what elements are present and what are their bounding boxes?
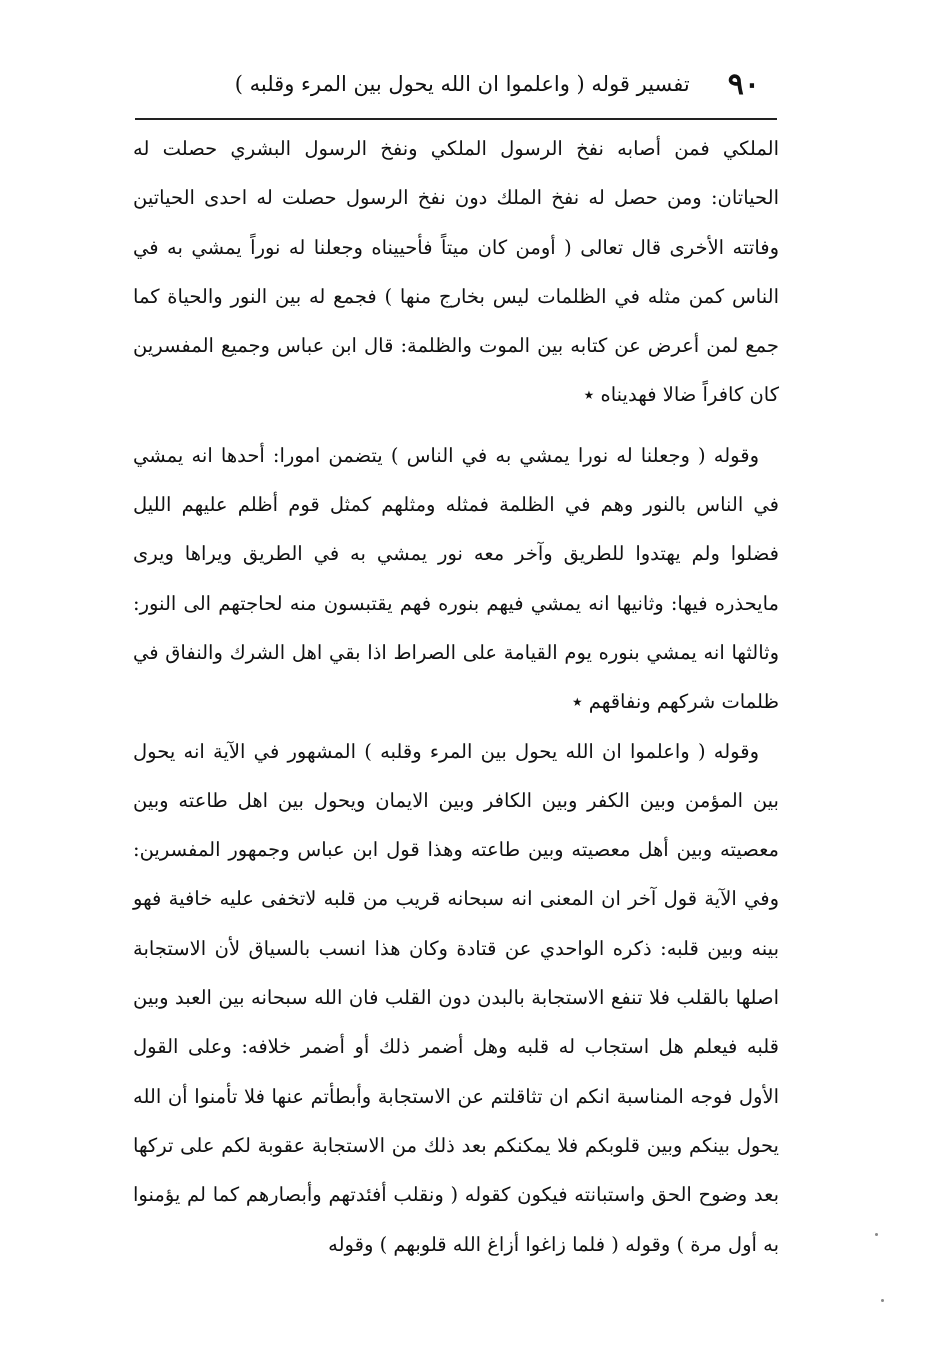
paragraph-1: الملكي فمن أصابه نفخ الرسول الملكي ونفخ الرسول البشري حصلت له الحياتان: ومن حصل له نفخ الملك دون نفخ الرسول حصلت له احدى الحياتين وفاتته الأخرى قال تعالى ( أومن كان ميتاً فأحييناه وجعلنا له نوراً يمشي به في الناس كمن مثله في الظلمات ليس بخارج منها ) فجمع له بين النور والحياة كما جمع لمن أعرض عن كتابه بين الموت والظلمة: قال ابن عباس وجميع المفسرين كان كافراً ضالا فهديناه ٭ xyxy=(133,137,779,407)
paragraph-3: وقوله ( واعلموا ان الله يحول بين المرء وقلبه ) المشهور في الآية انه يحول بين المؤمن وبين الكفر وبين الكافر وبين الايمان ويحول بين اهل طاعته وبين معصيته وبين أهل معصيته وبين طاعته وهذا قول ابن عباس وجمهور المفسرين: وفي الآية قول آخر ان المعنى انه سبحانه قريب من قلبه لاتخفى عليه خافية فهو بينه وبين قلبه: ذكره الواحدي عن قتادة وكان هذا انسب بالسياق لأن الاستجابة اصلها بالقلب فلا تنفع الاستجابة بالبدن دون القلب فان الله سبحانه بين العبد وبين قلبه فيعلم هل استجاب له قلبه وهل أضمر ذلك أو أضمر خلافه: وعلى القول الأول فوجه المناسبة انكم ان تثاقلتم عن الاستجابة وأبطأتم عنها فلا تأمنوا أن الله يحول بينكم وبين قلوبكم فلا يمكنكم بعد ذلك من الاستجابة عقوبة لكم على تركها بعد وضوح الحق واستبانته فيكون كقوله ( ونقلب أفئدتهم وأبصارهم كما لم يؤمنوا به أول مرة ) وقوله ( فلما زاغوا أزاغ الله قلوبهم ) وقوله xyxy=(133,739,779,1256)
paragraph-gap xyxy=(133,420,779,431)
scan-speck xyxy=(875,1233,878,1236)
paragraph-2: وقوله ( وجعلنا له نورا يمشي به في الناس ) يتضمن امورا: أحدها انه يمشي في الناس بالنور وهم في الظلمة فمثله ومثلهم كمثل قوم أظلم عليهم الليل فضلوا ولم يهتدوا للطريق وآخر معه نور يمشي به في الطريق ويراها ويرى مايحذره فيها: وثانيها انه يمشي فيهم بنوره فهم يقتبسون منه لحاجتهم الى النور: وثالثها انه يمشي بنوره يوم القيامة على الصراط اذا بقي اهل الشرك والنفاق في ظلمات شركهم ونفاقهم ٭ xyxy=(133,443,779,714)
header-divider xyxy=(135,118,777,120)
scan-speck xyxy=(881,1299,884,1302)
body-text xyxy=(133,124,779,1269)
running-title: تفسير قوله ( واعلموا ان الله يحول بين المرء وقلبه ) xyxy=(234,72,690,96)
page-header xyxy=(160,62,760,106)
page-number: ٩٠ xyxy=(727,66,760,102)
